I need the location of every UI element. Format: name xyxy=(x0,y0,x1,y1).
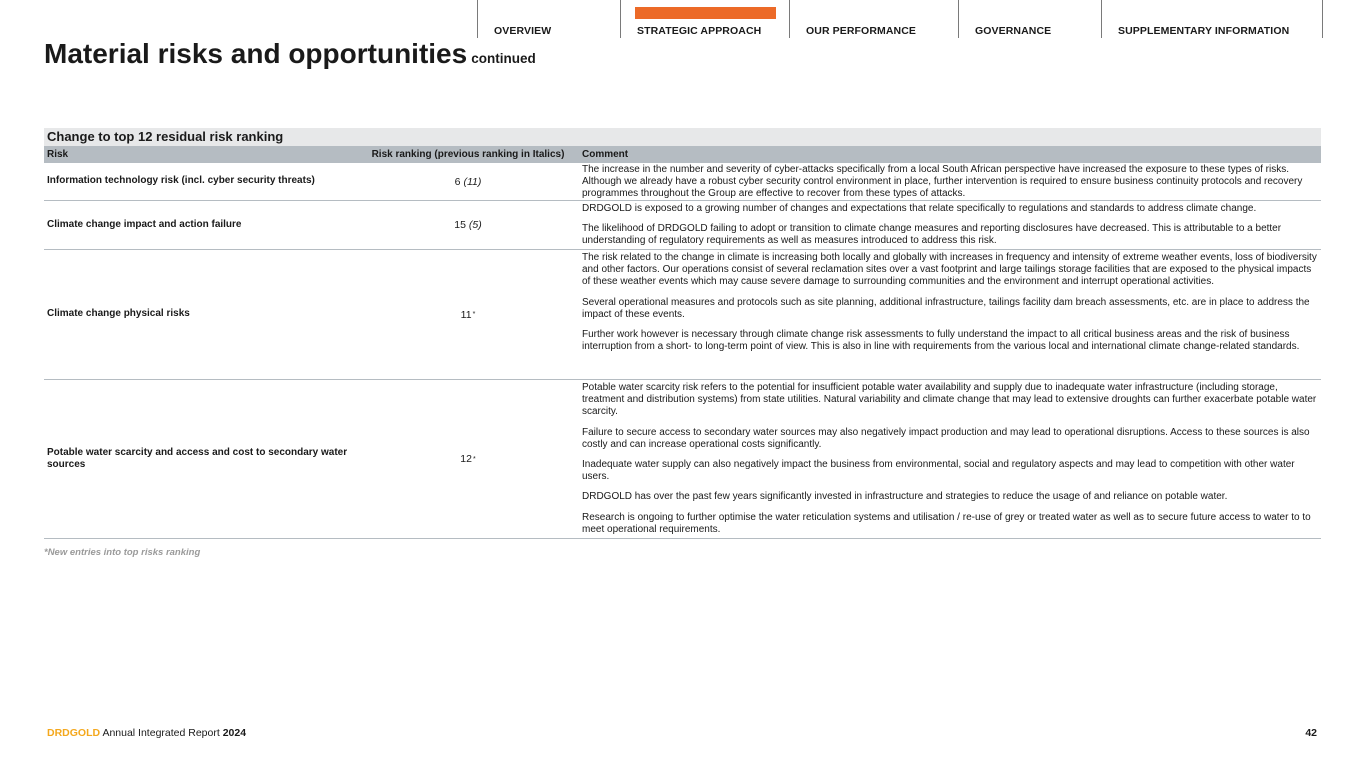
rank-current: 11 xyxy=(460,308,472,321)
risk-name: Climate change impact and action failure xyxy=(47,218,242,230)
table-caption: Change to top 12 residual risk ranking xyxy=(44,128,1321,146)
page-number: 42 xyxy=(1305,727,1317,739)
comment-paragraph: Research is ongoing to further optimise the water reticulation systems and utilisation / re-use of grey or treated water as well as to secure future access to water to to meet operational requirements. xyxy=(582,511,1311,535)
header-risk: Risk xyxy=(47,149,69,160)
nav-tab-label[interactable]: GOVERNANCE xyxy=(975,25,1052,37)
nav-tab-strategic-approach[interactable] xyxy=(620,0,789,38)
risk-comment xyxy=(576,163,1321,200)
comment-paragraph: Inadequate water supply can also negatively impact the business from environmental, social and regulatory aspects and may lead to competition with other water users. xyxy=(582,459,1295,483)
comment-paragraph: Further work however is necessary through climate change risk assessments to fully understand the impact to all critical business areas and the risk of business interruption from a short- to long-term point of view. This is also in line with requirements from the various local and international climate change-related standards. xyxy=(582,329,1300,353)
table-row xyxy=(44,250,1321,380)
report-name: Annual Integrated Report xyxy=(102,727,220,739)
header-ranking: Risk ranking (previous ranking in Italics) xyxy=(371,149,565,160)
header-comment: Comment xyxy=(582,149,629,160)
rank-previous: (5) xyxy=(468,219,482,231)
risk-ranking xyxy=(360,380,576,538)
top-navigation xyxy=(477,0,1323,38)
risk-name: Climate change physical risks xyxy=(47,308,190,320)
table-footnote: *New entries into top risks ranking xyxy=(44,547,201,558)
risk-ranking xyxy=(360,201,576,249)
nav-tab-overview[interactable] xyxy=(477,0,620,38)
table-row xyxy=(44,201,1321,250)
comment-paragraph: DRDGOLD has over the past few years significantly invested in infrastructure and strategies to reduce the usage of and reliance on potable water. xyxy=(582,491,1228,503)
rank-current: 15 xyxy=(454,219,466,231)
nav-tab-supplementary-information[interactable] xyxy=(1101,0,1323,38)
new-entry-marker: * xyxy=(472,455,476,463)
comment-paragraph: Several operational measures and protocols such as site planning, additional infrastructure, tailings facility dam breach assessments, etc. are in place to address the impact of these events. xyxy=(582,296,1310,320)
rank-previous: (11) xyxy=(463,175,482,188)
comment-paragraph: Potable water scarcity risk refers to the potential for insufficient potable water availability and supply due to inadequate water infrastructure (including storage, treatment and distribution systems) from state utilities. Natural variability and climate change that may lead to extensive droughts can further exacerbate potable water scarcity. xyxy=(582,382,1317,418)
brand-name: DRDGOLD xyxy=(47,727,101,739)
risk-comment xyxy=(576,201,1321,249)
page-title-text: Material risks and opportunities xyxy=(44,38,468,69)
report-year: 2024 xyxy=(222,727,247,739)
nav-tab-our-performance[interactable] xyxy=(789,0,958,38)
nav-tab-label[interactable]: OVERVIEW xyxy=(494,25,552,37)
risk-ranking xyxy=(360,163,576,200)
risk-name: Information technology risk (incl. cyber security threats) xyxy=(47,175,315,187)
risk-ranking xyxy=(360,250,576,379)
nav-tab-label[interactable]: SUPPLEMENTARY INFORMATION xyxy=(1118,25,1290,37)
nav-tab-governance[interactable] xyxy=(958,0,1101,38)
nav-tab-label[interactable]: STRATEGIC APPROACH xyxy=(637,25,762,37)
risk-ranking-table xyxy=(44,128,1321,539)
table-row xyxy=(44,163,1321,201)
table-header-row xyxy=(44,146,1321,163)
comment-paragraph: Failure to secure access to secondary water sources may also negatively impact production and may lead to operational disruptions. Access to these sources is also costly and can increase operational costs significantly. xyxy=(582,426,1310,450)
page-title xyxy=(44,38,536,70)
nav-tab-label[interactable]: OUR PERFORMANCE xyxy=(806,25,917,37)
active-tab-indicator xyxy=(635,7,776,19)
risk-comment xyxy=(576,380,1321,538)
comment-paragraph: DRDGOLD is exposed to a growing number of changes and expectations that relate specifically to regulations and standards to address climate change. xyxy=(582,203,1257,214)
rank-current: 6 xyxy=(454,175,461,188)
page-title-suffix: continued xyxy=(471,51,536,66)
report-footer xyxy=(47,727,246,739)
table-row xyxy=(44,380,1321,539)
rank-current: 12 xyxy=(460,453,472,465)
comment-paragraph: The likelihood of DRDGOLD failing to adopt or transition to climate change measures and reporting disclosures have decreased. This is attributable to a better understanding of regulatory requirements as well as measures introduced to address this risk. xyxy=(582,223,1282,247)
comment-paragraph: The risk related to the change in climate is increasing both locally and globally with increases in frequency and intensity of extreme weather events, loss of biodiversity and other factors. Our operations consist of several reclamation sites over a vast footprint and large tailings storage facilities that are exposed to the physical impacts of these weather events which may cause severe damage to surrounding communities and the environment and interrupt operational activities. xyxy=(582,252,1317,288)
comment-paragraph: The increase in the number and severity of cyber-attacks specifically from a local South African perspective have increased the exposure to these types of risks. Although we already have a robust cyber security control environment in place, further intervention is required to ensure business continuity protocols and recovery programmes throughout the Group are effective to recover from these types of attacks. xyxy=(582,164,1303,200)
risk-name: Potable water scarcity and access and cost to secondary water sources xyxy=(47,446,348,470)
new-entry-marker: * xyxy=(472,311,476,318)
risk-comment xyxy=(576,250,1321,379)
